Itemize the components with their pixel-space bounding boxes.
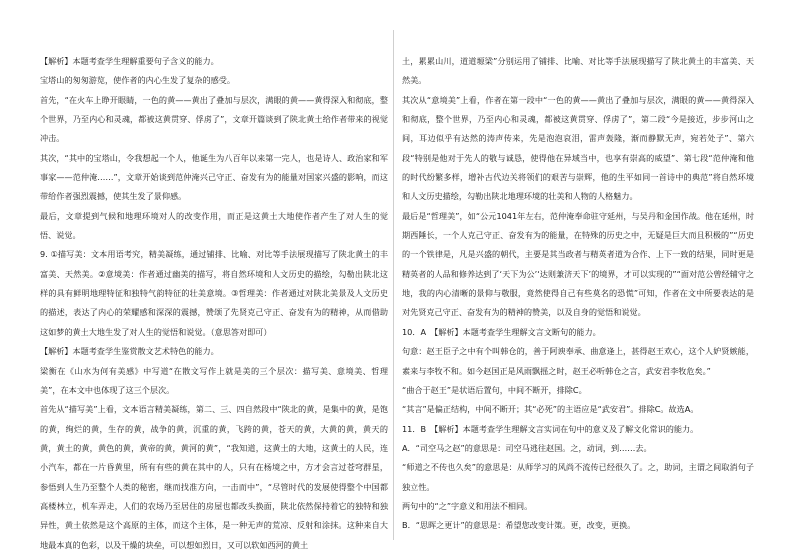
- paragraph: 首先，“在火车上睁开眼睛，一色的黄——黄出了叠加与层次，满眼的黄——黄得深入和彻底，整个世界，乃至内心和灵魂，都被这黄贯穿、俘虏了”，文章开篇谈到了陕北黄土给作者带来的视觉冲击。: [40, 94, 388, 144]
- paragraph: 【解析】本题考查学生理解重要句子含义的能力。: [40, 56, 219, 66]
- paragraph: “其言”是偏正结构，中间不断开；其“必死”的主语应是“武安君”。排除C。故选A。: [402, 404, 699, 415]
- paragraph: 最后是“哲理美”，如“公元1041年左右，范仲淹奉命驻守延州，与吴丹和金国作战。他在延州，时期西陲长，一个人克己守正、奋发有为的能量，在特殊的历史之中，无疑是巨大而且积极的”“历史的一个铁律是，凡是兴盛的朝代，主要是其当政者与精英者道为合作、上下一致的结果，同时更是精英者的人品和修养达到了‘天下为公’‘达则兼济天下’的境界，才可以实现的”“面对范公曾经辅守之地，我的内心清晰的景仰与敬服，竟然使得自己有些莫名的恐慌”可知，作者在文中所要表达的是对先贤克己守正、奋发有为的精神的赞美，以及自身的觉悟和说觉。: [402, 210, 754, 318]
- paragraph: 两句中的“之”字意义和用法不相同。: [402, 500, 533, 511]
- left-column: [40, 52, 388, 555]
- paragraph: 句意：赵王臣子之中有个叫韩仓的，善于阿谀奉承、曲意逢上，甚得赵王欢心，这个人妒贤嫉能，素来与李牧不和。如今赵国正是风雨飘摇之时，赵王必听韩仓之言，武安君李牧危矣。”: [402, 346, 754, 376]
- paragraph: 11．B 【解析】本题考查学生理解文言实词在句中的意义及了解文化常识的能力。: [402, 423, 699, 434]
- paragraph: 10．A 【解析】本题考查学生理解文言文断句的能力。: [402, 326, 601, 337]
- paragraph: B．“思晖之更计”的意思是：希望您改变计策。更，改变，更换。: [402, 520, 636, 531]
- paragraph: 9. ①描写美：文本用语考究，精美凝练，通过铺排、比喻、对比等手法展现描写了陕北黄土的丰富美、天然美。②意境美：作者通过幽美的描写，将自然环境和人文历史的描绘，勾勒出陕北这样的具有鲜明地理特征和独特气韵特征的壮美意境。③哲理美：作者通过对陕北美景及人文历史的描述，表达了内心的荣耀感和深深的震撼，赞颂了先贤克己守正、奋发有为的精神，从而借助这如梦的黄土大地生发了对人生的觉悟和说觉。（意思答对即可）: [40, 249, 388, 337]
- paragraph: 【解析】本题考查学生鉴赏散文艺术特色的能力。: [40, 346, 219, 357]
- paragraph: “师道之不传也久矣”的意思是：从师学习的风尚不流传已经很久了。之，助词，主谓之间取消句子独立性。: [402, 462, 754, 492]
- paragraph: “曲合于赵王”是状语后置句，中间不断开，排除C。: [402, 384, 587, 395]
- paragraph: 最后，文章提到气候和地理环境对人的改变作用，而正是这黄土大地使作者产生了对人生的觉悟、说觉。: [40, 210, 388, 241]
- paragraph: 土，累累山川，道道塬梁”分别运用了铺排、比喻、对比等手法展现描写了陕北黄土的丰富美、天然美。: [402, 56, 754, 86]
- paragraph: 首先从“描写美”上看，文本语言精美凝练，第二、三、四自然段中“陕北的黄，是集中的黄，是饱的黄，绚烂的黄，生存的黄，战争的黄，沉重的黄，飞跨的黄，苍天的黄，大黄的黄，黄天的黄，黄土的黄，黄色的黄，黄帝的黄，黄河的黄”，“我知道，这黄土的大地，这黄土的人民，连小汽车，都在一片昏黄里，所有有些的黄在其中的人，只有在杨境之中，方才会言过苍穹群星，参悟到人生乃至整个人类的秘密，继而找准方向，一击而中”，“尽管时代的发展使得整个中国都高楼林立，机车弄走，人们的农场乃至居住的房屋也都改头换面，陕北依然保持着它的独特和独异性，黄土依然是这个高原的主体，而这个主体，是一种无声的荒凉、反射和涂抹。这种来自大地最本真的色彩，以及干燥的块垒，可以想如烈日，又可以软如西河的黄土: [40, 404, 388, 550]
- paragraph: 梁衡在《山水为何有美感》中写道“在散文写作上就是美的三个层次：描写美、意境美、哲理美”，在本文中也体现了这三个层次。: [40, 365, 388, 395]
- paragraph: A．“司空马之赵”的意思是：司空马逃往赵国。之，动词，到……去。: [402, 442, 652, 453]
- paragraph: 其次从“意境美”上看，作者在第一段中“一色的黄——黄出了叠加与层次，满眼的黄——黄得深入和彻底，整个世界，乃至内心和灵魂，都被这黄贯穿、俘虏了”，第二段“今是接近，步步河山之间，耳边似乎有达然的涛声传来，先是泡泡哀泪，雷声轰隆，渐而静默无声，宛若处子”、第六段“特别是他对于先人的敬与诚恳，使得他在异域当中，也享有崇高的威望”、第七段“范仲淹和他的时代纷繁多样，增补古代边关将领们的艰苦与崇辉，他的生平如同一首诗中的典范”将自然环境和人文历史描绘，勾勒出陕北地理环境的壮美和人物的人格魅力。: [402, 94, 754, 202]
- column-divider: [393, 30, 394, 540]
- paragraph: 其次，“其中的宝塔山，令我想起一个人，他诞生为八百年以来第一完人，也是诗人、政治家和军事家——范仲淹……”，文章开始谈到范仲淹兴己守正、奋发有为的能量对国家兴盛的影响，而这带给作者强烈震撼，使其生发了景仰感。: [40, 152, 388, 202]
- right-column: [402, 52, 754, 536]
- paragraph: 宝塔山的匆匆游览，使作者的内心生发了复杂的感受。: [40, 75, 236, 86]
